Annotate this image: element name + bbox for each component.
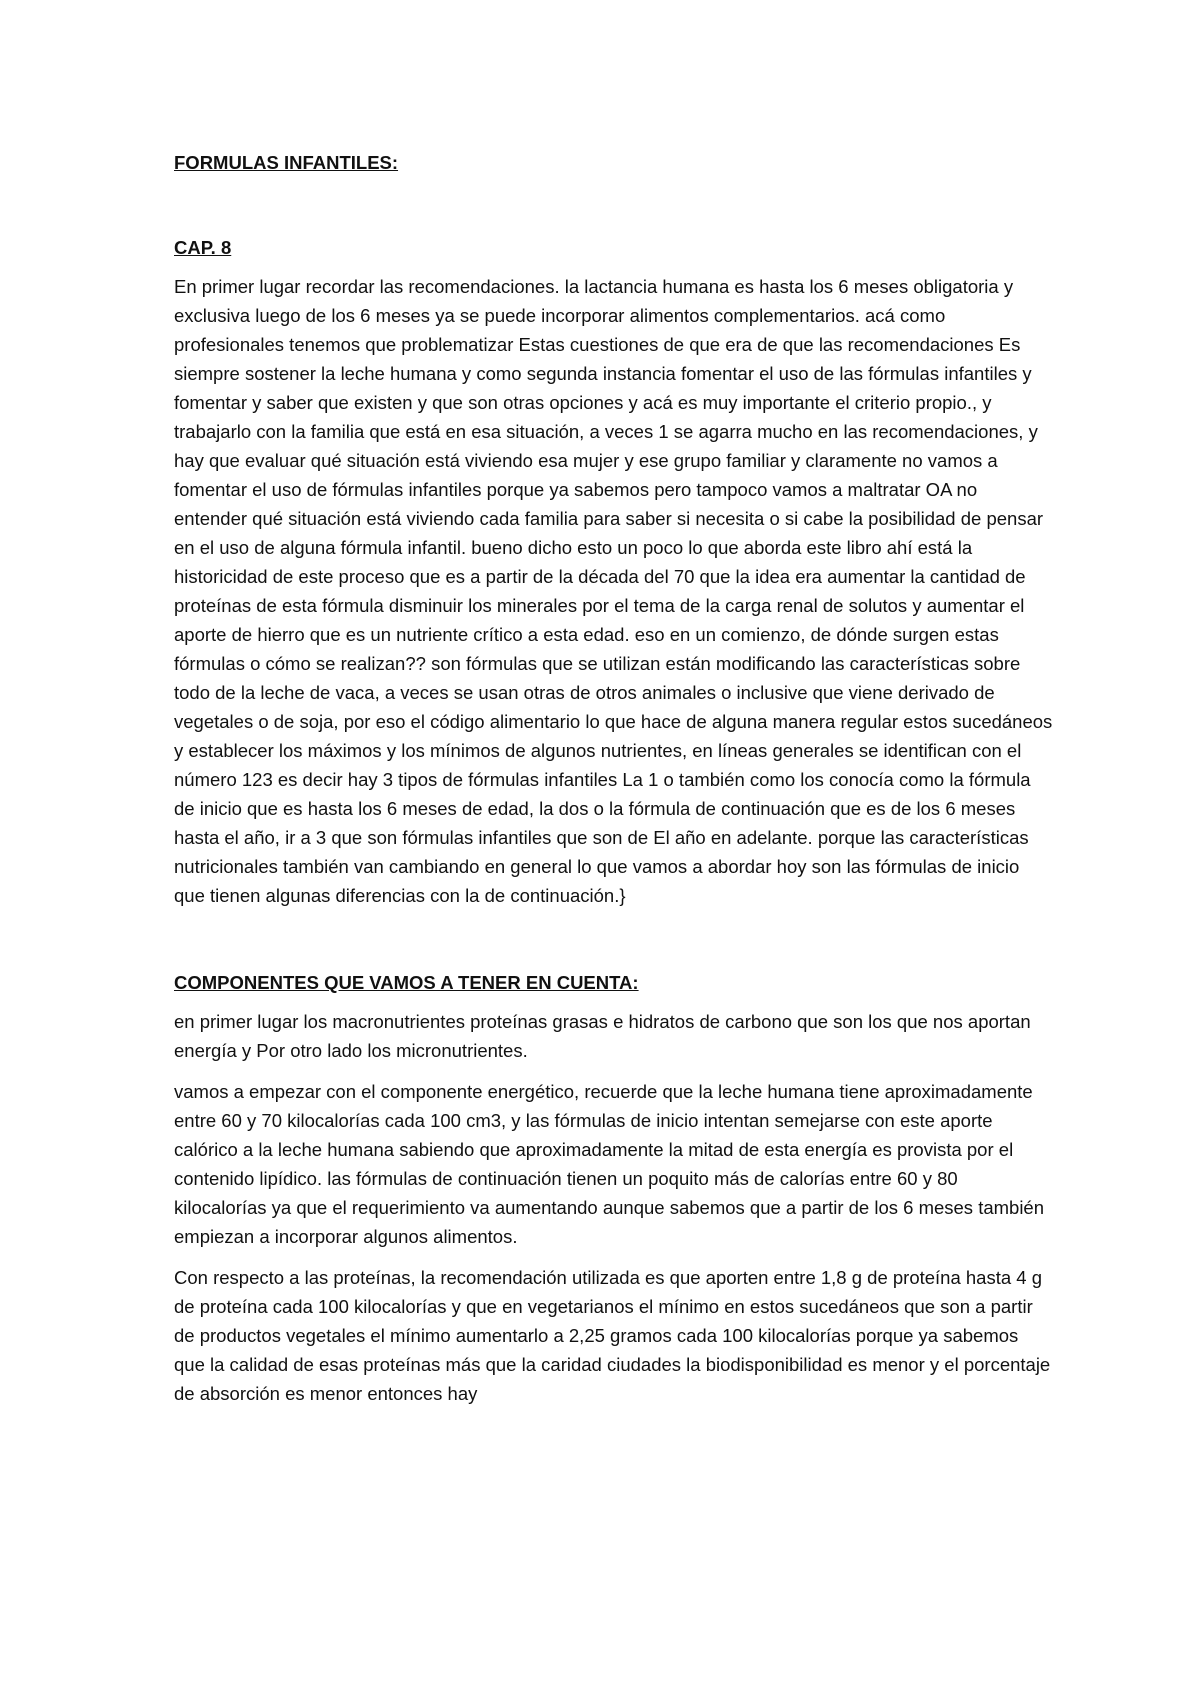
protein-paragraph: Con respecto a las proteínas, la recomendación utilizada es que aporten entre 1,8 g de proteína hasta 4 g de proteína cada 100 kilocalorías y que en vegetarianos el mínimo en estos sucedáneos que son a partir de productos vegetales el mínimo aumentarlo a 2,25 gramos cada 100 kilocalorías porque ya sabemos que la calidad de esas proteínas más que la caridad ciudades la biodisponibilidad es menor y el porcentaje de absorción es menor entonces hay: [174, 1267, 1051, 1404]
energy-paragraph: vamos a empezar con el componente energético, recuerde que la leche humana tiene aproximadamente entre 60 y 70 kilocalorías cada 100 cm3, y las fórmulas de inicio intentan semejarse con este aporte calórico a la leche humana sabiendo que aproximadamente la mitad de esta energía es provista por el contenido lipídico. las fórmulas de continuación tienen un poquito más de calorías entre 60 y 80 kilocalorías ya que el requerimiento va aumentando aunque sabemos que a partir de los 6 meses también empiezan a incorporar algunos alimentos.: [174, 1081, 1045, 1247]
section-heading: COMPONENTES QUE VAMOS A TENER EN CUENTA:: [174, 972, 639, 993]
macronutrients-paragraph: en primer lugar los macronutrientes proteínas grasas e hidratos de carbono que son los que nos aportan energía y Por otro lado los micronutrientes.: [174, 1011, 1031, 1061]
intro-paragraph: En primer lugar recordar las recomendaciones. la lactancia humana es hasta los 6 meses obligatoria y exclusiva luego de los 6 meses ya se puede incorporar alimentos complementarios. acá como profesionales tenemos que problematizar Estas cuestiones de que era de que las recomendaciones Es siempre sostener la leche humana y como segunda instancia fomentar el uso de las fórmulas infantiles y fomentar y saber que existen y que son otras opciones y acá es muy importante el criterio propio., y trabajarlo con la familia que está en esa situación, a veces 1 se agarra mucho en las recomendaciones, y hay que evaluar qué situación está viviendo esa mujer y ese grupo familiar y claramente no vamos a fomentar el uso de fórmulas infantiles porque ya sabemos pero tampoco vamos a maltratar OA no entender qué situación está viviendo cada familia para saber si necesita o si cabe la posibilidad de pensar en el uso de alguna fórmula infantil. bueno dicho esto un poco lo que aborda este libro ahí está la historicidad de este proceso que es a partir de la década del 70 que la idea era aumentar la cantidad de proteínas de esta fórmula disminuir los minerales por el tema de la carga renal de solutos y aumentar el aporte de hierro que es un nutriente crítico a esta edad. eso en un comienzo, de dónde surgen estas fórmulas o cómo se realizan?? son fórmulas que se utilizan están modificando las características sobre todo de la leche de vaca, a veces se usan otras de otros animales o inclusive que viene derivado de vegetales o de soja, por eso el código alimentario lo que hace de alguna manera regular estos sucedáneos y establecer los máximos y los mínimos de algunos nutrientes, en líneas generales se identifican con el número 123 es decir hay 3 tipos de fórmulas infantiles La 1 o también como los conocía como la fórmula de inicio que es hasta los 6 meses de edad, la dos o la fórmula de continuación que es de los 6 meses hasta el año, ir a 3 que son fórmulas infantiles que son de El año en adelante. porque las características nutricionales también van cambiando en general lo que vamos a abordar hoy son las fórmulas de inicio que tienen algunas diferencias con la de continuación.}: [174, 276, 1053, 906]
chapter-heading: CAP. 8: [174, 237, 232, 258]
document-title: FORMULAS INFANTILES:: [174, 152, 399, 173]
document-content: [174, 148, 1054, 1408]
